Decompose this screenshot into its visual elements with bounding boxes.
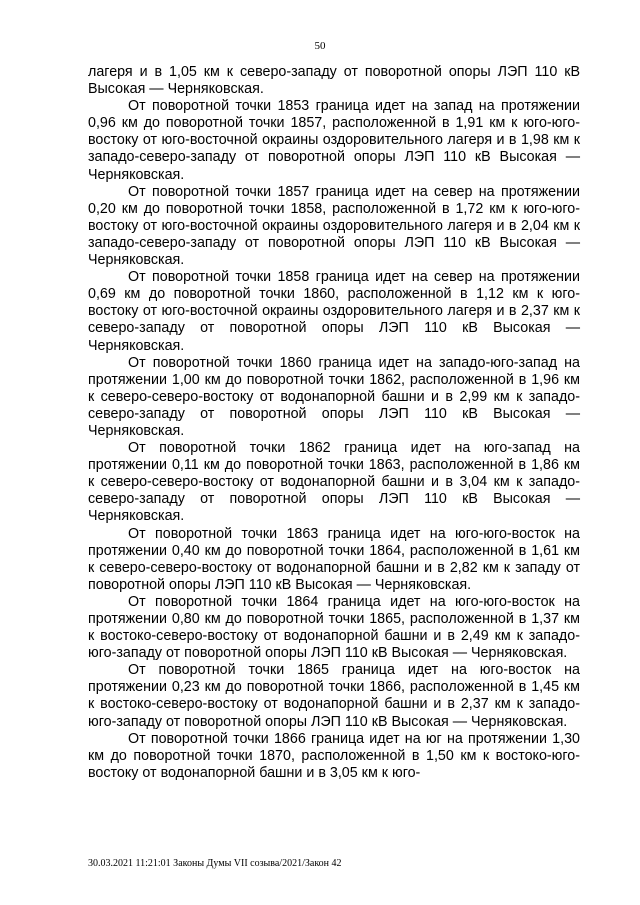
paragraph: От поворотной точки 1865 граница идет на юго-восток на протяжении 0,23 км до поворотной точки 1866, расположенной в 1,45 км к востоко-северо-востоку от водонапорной башни и в 2,37 км к западо-юго-западу от поворотной опоры ЛЭП 110 кВ Высокая — Черняковская. — [88, 662, 580, 730]
paragraph: От поворотной точки 1853 граница идет на запад на протяжении 0,96 км до поворотной точки 1857, расположенной в 1,91 км к юго-юго-востоку от юго-восточной окраины оздоровительного лагеря и в 1,98 км к западо-северо-западу от поворотной опоры ЛЭП 110 кВ Высокая — Черняковская. — [88, 98, 580, 183]
page-number: 50 — [314, 40, 326, 52]
paragraph: От поворотной точки 1858 граница идет на север на протяжении 0,69 км до поворотной точки 1860, расположенной в 1,12 км к юго-востоку от юго-восточной окраины оздоровительного лагеря и в 2,37 км к северо-западу от поворотной опоры ЛЭП 110 кВ Высокая — Черняковская. — [88, 269, 580, 354]
paragraph-continuation: лагеря и в 1,05 км к северо-западу от поворотной опоры ЛЭП 110 кВ Высокая — Черняковская. — [88, 64, 580, 98]
document-footer: 30.03.2021 11:21:01 Законы Думы VII созыва/2021/Закон 42 — [88, 858, 342, 869]
paragraph: От поворотной точки 1864 граница идет на юго-юго-восток на протяжении 0,80 км до поворотной точки 1865, расположенной в 1,37 км к востоко-северо-востоку от водонапорной башни и в 2,49 км к западо-юго-западу от поворотной опоры ЛЭП 110 кВ Высокая — Черняковская. — [88, 593, 580, 662]
paragraph: От поворотной точки 1860 граница идет на западо-юго-запад на протяжении 1,00 км до поворотной точки 1862, расположенной в 1,96 км к северо-северо-востоку от водонапорной башни и в 2,99 км к западо-северо-западу от поворотной опоры ЛЭП 110 кВ Высокая — Черняковская. — [88, 354, 580, 439]
paragraph: От поворотной точки 1862 граница идет на юго-запад на протяжении 0,11 км до поворотной точки 1863, расположенной в 1,86 км к северо-северо-востоку от водонапорной башни и в 3,04 км к западо-северо-западу от поворотной опоры ЛЭП 110 кВ Высокая — Черняковская. — [88, 440, 580, 525]
paragraph: От поворотной точки 1857 граница идет на север на протяжении 0,20 км до поворотной точки 1858, расположенной в 1,72 км к юго-юго-востоку от юго-восточной окраины оздоровительного лагеря и в 2,04 км к западо-северо-западу от поворотной опоры ЛЭП 110 кВ Высокая — Черняковская. — [88, 183, 580, 269]
document-body — [88, 64, 580, 782]
paragraph: От поворотной точки 1866 граница идет на юг на протяжении 1,30 км до поворотной точки 1870, расположенной в 1,50 км к востоко-юго-востоку от водонапорной башни и в 3,05 км к юго- — [88, 730, 580, 781]
paragraph: От поворотной точки 1863 граница идет на юго-юго-восток на протяжении 0,40 км до поворотной точки 1864, расположенной в 1,61 км к северо-северо-востоку от водонапорной башни и в 2,82 км к западу от поворотной опоры ЛЭП 110 кВ Высокая — Черняковская. — [88, 525, 580, 593]
